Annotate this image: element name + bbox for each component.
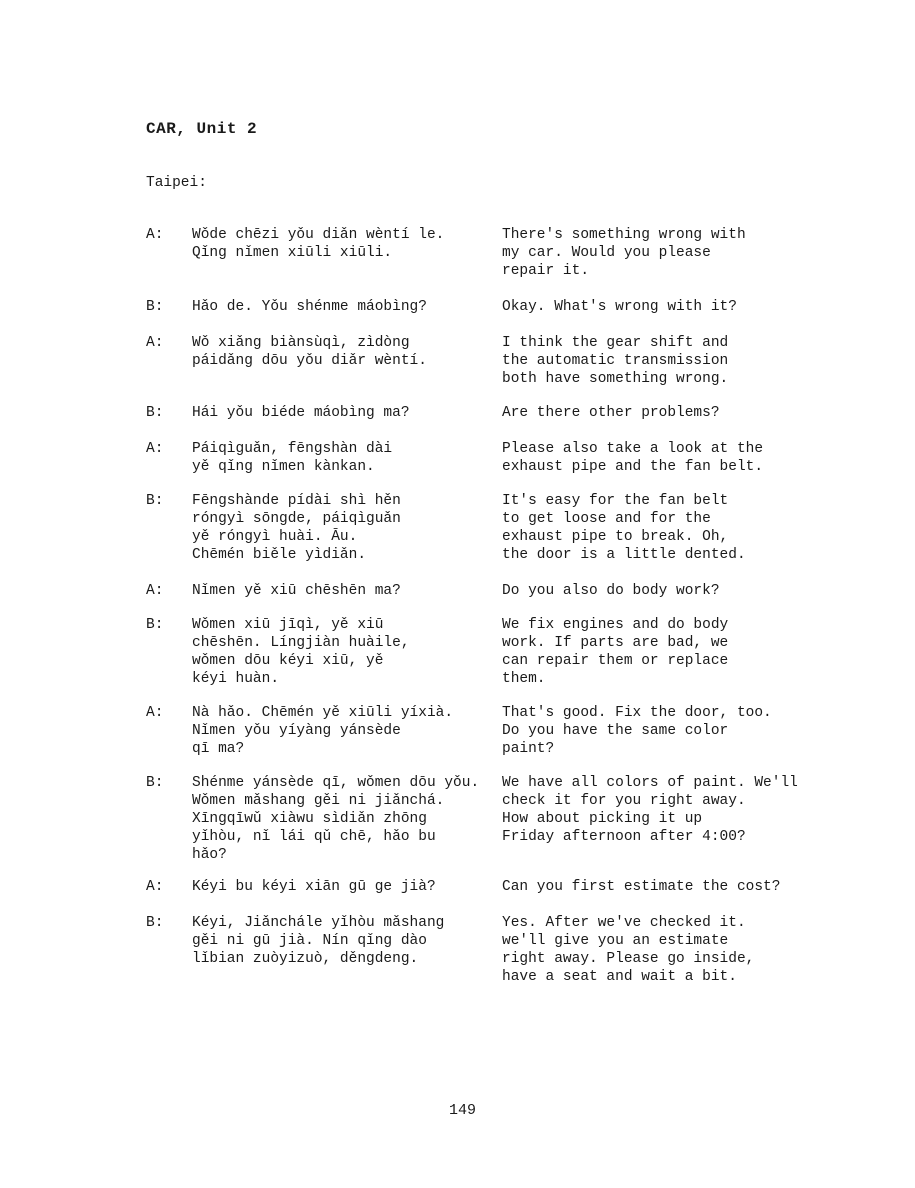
- unit-title: CAR, Unit 2: [146, 120, 258, 138]
- english-translation: We fix engines and do body work. If parts are bad, we can repair them or replace them.: [502, 617, 729, 687]
- chinese-text: Páiqìguǎn, fēngshàn dài yě qǐng nǐmen kànkan.: [192, 441, 393, 475]
- english-translation: Can you first estimate the cost?: [502, 879, 781, 895]
- speaker-label: B:: [146, 299, 164, 315]
- speaker-label: B:: [146, 405, 164, 421]
- chinese-text: Hái yǒu biéde máobìng ma?: [192, 405, 410, 421]
- speaker-label: B:: [146, 493, 164, 509]
- speaker-label: A:: [146, 335, 164, 351]
- chinese-text: Wǒ xiǎng biànsùqì, zìdòng páidǎng dōu yǒu diǎr wèntí.: [192, 335, 427, 369]
- english-translation: We have all colors of paint. We'll check it for you right away. How about picking it up Friday afternoon after 4:00?: [502, 775, 798, 845]
- english-translation: Are there other problems?: [502, 405, 720, 421]
- english-translation: It's easy for the fan belt to get loose and for the exhaust pipe to break. Oh, the door is a little dented.: [502, 493, 746, 563]
- english-translation: There's something wrong with my car. Would you please repair it.: [502, 227, 746, 279]
- chinese-text: Wǒde chēzi yǒu diǎn wèntí le. Qǐng nǐmen xiūli xiūli.: [192, 227, 445, 261]
- speaker-label: A:: [146, 705, 164, 721]
- chinese-text: Shénme yánsède qī, wǒmen dōu yǒu. Wǒmen mǎshang gěi ni jiǎnchá. Xīngqīwǔ xiàwu sìdiǎn zhōng yǐhòu, nǐ lái qǔ chē, hǎo bu hǎo?: [192, 775, 480, 863]
- chinese-text: Nà hǎo. Chēmén yě xiūli yíxià. Nǐmen yǒu yíyàng yánsède qī ma?: [192, 705, 454, 757]
- chinese-text: Fēngshànde pídài shì hěn róngyì sōngde, páiqìguǎn yě róngyì huài. Āu. Chēmén biěle yìdiǎn.: [192, 493, 401, 563]
- speaker-label: B:: [146, 775, 164, 791]
- location-label: Taipei:: [146, 175, 207, 191]
- english-translation: Do you also do body work?: [502, 583, 720, 599]
- speaker-label: A:: [146, 879, 164, 895]
- english-translation: Yes. After we've checked it. we'll give you an estimate right away. Please go inside, have a seat and wait a bit.: [502, 915, 755, 985]
- chinese-text: Hǎo de. Yǒu shénme máobìng?: [192, 299, 427, 315]
- chinese-text: Wǒmen xiū jīqì, yě xiū chēshēn. Língjiàn huàile, wǒmen dōu kéyi xiū, yě kéyi huàn.: [192, 617, 410, 687]
- english-translation: I think the gear shift and the automatic transmission both have something wrong.: [502, 335, 729, 387]
- page-number: 149: [449, 1102, 477, 1119]
- speaker-label: B:: [146, 915, 164, 931]
- chinese-text: Kéyi, Jiǎnchále yǐhòu mǎshang gěi ni gū jià. Nín qǐng dào lǐbian zuòyizuò, děngdeng.: [192, 915, 445, 967]
- speaker-label: A:: [146, 583, 164, 599]
- chinese-text: Kéyi bu kéyi xiān gū ge jià?: [192, 879, 436, 895]
- speaker-label: B:: [146, 617, 164, 633]
- chinese-text: Nǐmen yě xiū chēshēn ma?: [192, 583, 401, 599]
- english-translation: Okay. What's wrong with it?: [502, 299, 737, 315]
- speaker-label: A:: [146, 227, 164, 243]
- english-translation: Please also take a look at the exhaust pipe and the fan belt.: [502, 441, 764, 475]
- speaker-label: A:: [146, 441, 164, 457]
- english-translation: That's good. Fix the door, too. Do you have the same color paint?: [502, 705, 772, 757]
